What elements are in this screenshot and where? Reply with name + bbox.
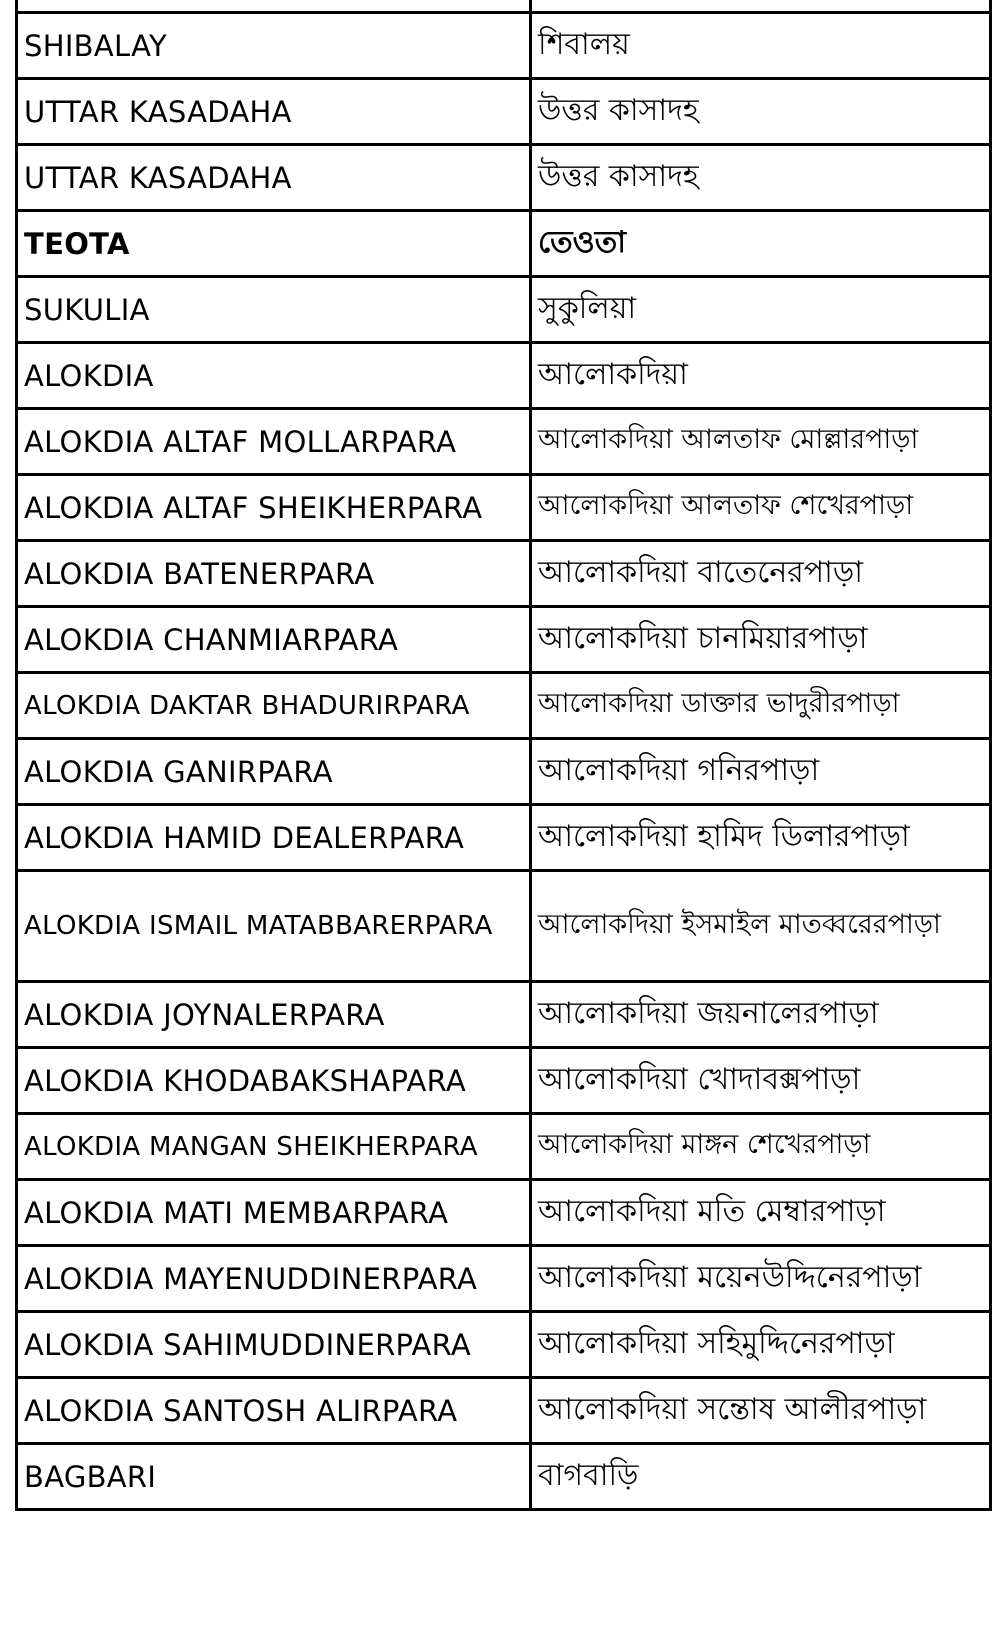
bengali-name-cell: আলোকদিয়া মাঙ্গন শেখেরপাড়া bbox=[531, 1114, 991, 1180]
bengali-name-cell: আলোকদিয়া খোদাবক্সপাড়া bbox=[531, 1048, 991, 1114]
english-name-cell: ALOKDIA bbox=[17, 343, 531, 409]
english-name-cell: ALOKDIA MATI MEMBARPARA bbox=[17, 1180, 531, 1246]
table-row bbox=[17, 475, 991, 541]
english-name-cell: SHIBALAY bbox=[17, 13, 531, 79]
table-cell-cut-off bbox=[17, 0, 531, 13]
english-name-cell: ALOKDIA ISMAIL MATABBARERPARA bbox=[17, 871, 531, 982]
english-name-cell: SUKULIA bbox=[17, 277, 531, 343]
bengali-name-cell: আলোকদিয়া সন্তোষ আলীরপাড়া bbox=[531, 1378, 991, 1444]
table-row bbox=[17, 1444, 991, 1510]
table-row bbox=[17, 1048, 991, 1114]
bengali-name-cell: আলোকদিয়া bbox=[531, 343, 991, 409]
table-row bbox=[17, 1180, 991, 1246]
table-row bbox=[17, 673, 991, 739]
table-row bbox=[17, 343, 991, 409]
english-name-cell: ALOKDIA GANIRPARA bbox=[17, 739, 531, 805]
table-row bbox=[17, 805, 991, 871]
table-row bbox=[17, 13, 991, 79]
bengali-name-cell: উত্তর কাসাদহ bbox=[531, 145, 991, 211]
table-cell-cut-off bbox=[531, 0, 991, 13]
table-row bbox=[17, 982, 991, 1048]
english-name-cell: BAGBARI bbox=[17, 1444, 531, 1510]
english-name-cell: ALOKDIA MAYENUDDINERPARA bbox=[17, 1246, 531, 1312]
table-row bbox=[17, 1312, 991, 1378]
bengali-name-cell: বাগবাড়ি bbox=[531, 1444, 991, 1510]
table-row bbox=[17, 145, 991, 211]
table-row bbox=[17, 409, 991, 475]
bengali-name-cell: আলোকদিয়া মতি মেম্বারপাড়া bbox=[531, 1180, 991, 1246]
english-name-cell: ALOKDIA HAMID DEALERPARA bbox=[17, 805, 531, 871]
english-name-cell: ALOKDIA ALTAF SHEIKHERPARA bbox=[17, 475, 531, 541]
table-body bbox=[17, 0, 991, 1510]
bengali-name-cell: সুকুলিয়া bbox=[531, 277, 991, 343]
english-name-cell: ALOKDIA MANGAN SHEIKHERPARA bbox=[17, 1114, 531, 1180]
table-row-cut-off bbox=[17, 0, 991, 13]
table-row bbox=[17, 1114, 991, 1180]
bengali-name-cell: আলোকদিয়া গনিরপাড়া bbox=[531, 739, 991, 805]
english-name-cell: ALOKDIA SAHIMUDDINERPARA bbox=[17, 1312, 531, 1378]
english-name-cell: ALOKDIA ALTAF MOLLARPARA bbox=[17, 409, 531, 475]
bengali-name-cell: আলোকদিয়া আলতাফ শেখেরপাড়া bbox=[531, 475, 991, 541]
table-row bbox=[17, 607, 991, 673]
table-row bbox=[17, 739, 991, 805]
bengali-name-cell: আলোকদিয়া ময়েনউদ্দিনেরপাড়া bbox=[531, 1246, 991, 1312]
table-row bbox=[17, 277, 991, 343]
table-row bbox=[17, 211, 991, 277]
bengali-name-cell: তেওতা bbox=[531, 211, 991, 277]
english-name-cell: ALOKDIA CHANMIARPARA bbox=[17, 607, 531, 673]
bengali-name-cell: আলোকদিয়া ডাক্তার ভাদুরীরপাড়া bbox=[531, 673, 991, 739]
english-name-cell: UTTAR KASADAHA bbox=[17, 79, 531, 145]
table-row bbox=[17, 541, 991, 607]
english-name-cell: ALOKDIA KHODABAKSHAPARA bbox=[17, 1048, 531, 1114]
bengali-name-cell: আলোকদিয়া ইসমাইল মাতব্বরেরপাড়া bbox=[531, 871, 991, 982]
english-name-cell: ALOKDIA BATENERPARA bbox=[17, 541, 531, 607]
table-row bbox=[17, 1378, 991, 1444]
table-row bbox=[17, 79, 991, 145]
table-row bbox=[17, 871, 991, 982]
place-names-table bbox=[15, 0, 992, 1511]
bengali-name-cell: আলোকদিয়া বাতেনেরপাড়া bbox=[531, 541, 991, 607]
english-name-cell: ALOKDIA DAKTAR BHADURIRPARA bbox=[17, 673, 531, 739]
english-name-cell: TEOTA bbox=[17, 211, 531, 277]
bengali-name-cell: শিবালয় bbox=[531, 13, 991, 79]
english-name-cell: UTTAR KASADAHA bbox=[17, 145, 531, 211]
bengali-name-cell: আলোকদিয়া হামিদ ডিলারপাড়া bbox=[531, 805, 991, 871]
english-name-cell: ALOKDIA JOYNALERPARA bbox=[17, 982, 531, 1048]
bengali-name-cell: আলোকদিয়া জয়নালেরপাড়া bbox=[531, 982, 991, 1048]
bengali-name-cell: আলোকদিয়া সহিমুদ্দিনেরপাড়া bbox=[531, 1312, 991, 1378]
bengali-name-cell: আলোকদিয়া আলতাফ মোল্লারপাড়া bbox=[531, 409, 991, 475]
bengali-name-cell: উত্তর কাসাদহ bbox=[531, 79, 991, 145]
table-row bbox=[17, 1246, 991, 1312]
bengali-name-cell: আলোকদিয়া চানমিয়ারপাড়া bbox=[531, 607, 991, 673]
english-name-cell: ALOKDIA SANTOSH ALIRPARA bbox=[17, 1378, 531, 1444]
